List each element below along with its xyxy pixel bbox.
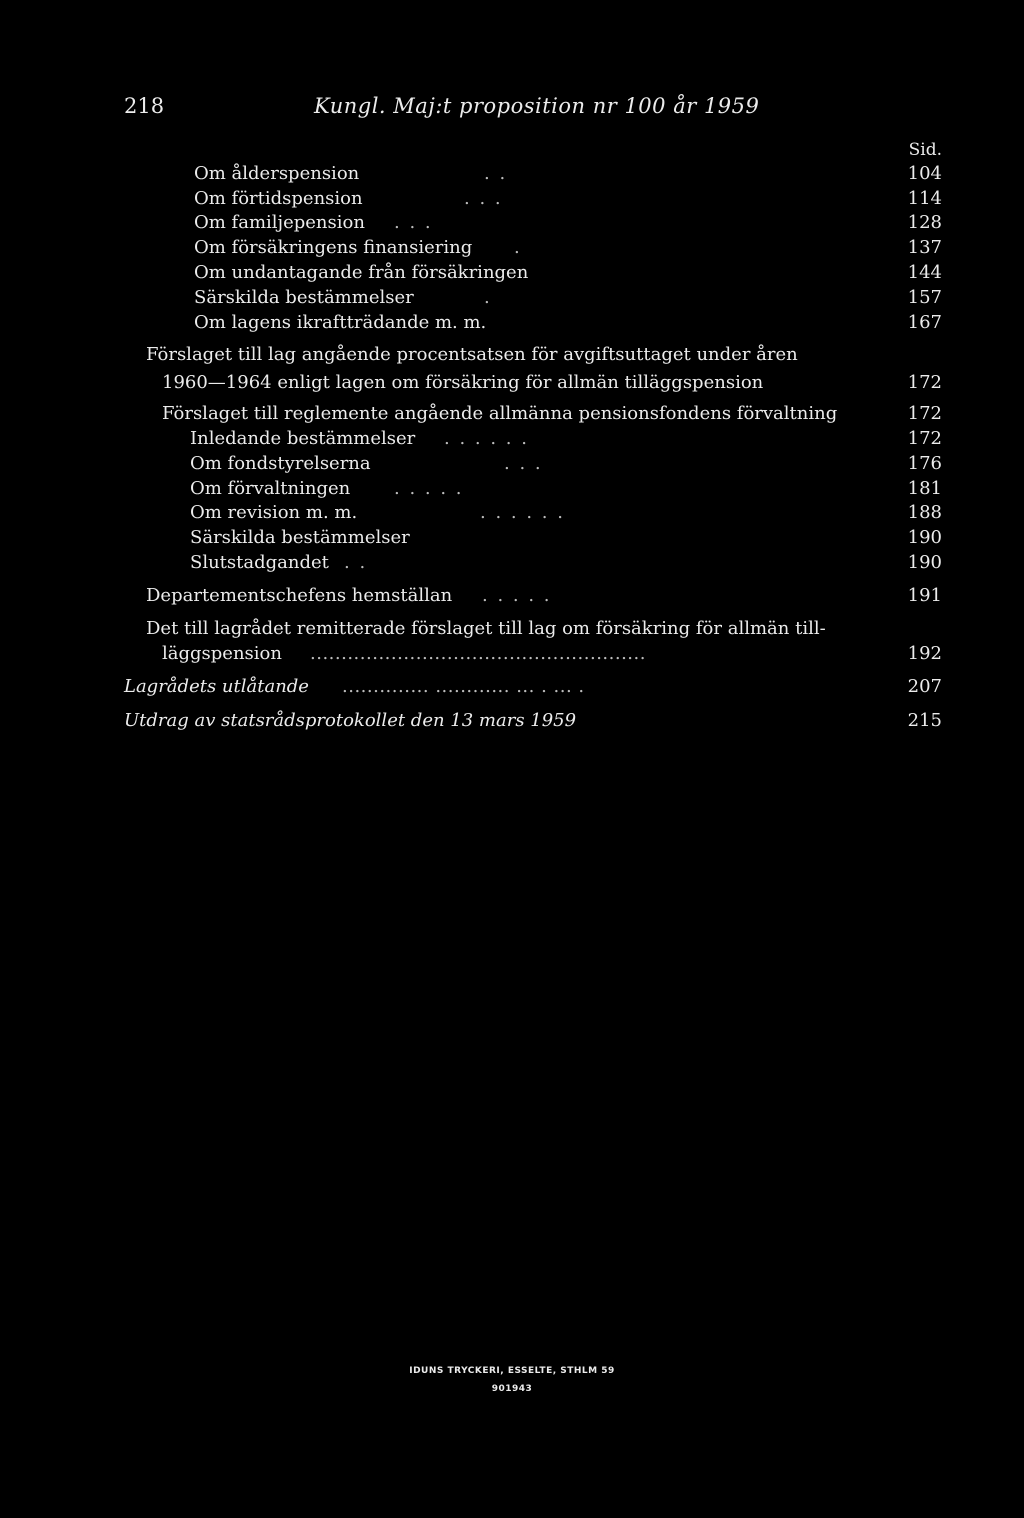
toc-row [194,163,942,187]
toc-text: Förslaget till reglemente angående allmänna pensionsfondens förvaltning [162,403,838,424]
toc-row [124,552,942,576]
toc-row [146,344,942,368]
toc-text: Departementschefens hemställan [146,585,453,606]
toc-row [162,643,942,667]
toc-text: Det till lagrådet remitterade förslaget till lag om försäkring för allmän till- [146,618,826,639]
toc-row [124,478,942,502]
toc-row [194,262,942,286]
toc-page: 128 [907,212,942,233]
toc-page: 114 [907,188,942,209]
toc-page: 167 [907,312,942,333]
toc-row [124,428,942,452]
toc-page: 207 [907,676,942,697]
toc-row [124,527,942,551]
toc-row [124,502,942,526]
toc-page: 104 [907,163,942,184]
toc-page: 192 [907,643,942,664]
sid-label: Sid. [908,140,942,160]
toc-text: Särskilda bestämmelser [194,287,414,308]
printer-imprint: IDUNS TRYCKERI, ESSELTE, STHLM 59 [409,1366,615,1376]
print-number: 901943 [491,1384,533,1394]
toc-text: Förslaget till lag angående procentsatsen för avgiftsuttaget under åren [146,344,798,365]
toc-row [124,710,942,734]
toc-text: Om förvaltningen [190,478,351,499]
toc-text: Om fondstyrelserna [190,453,371,474]
toc-row [194,287,942,311]
toc-text: Inledande bestämmelser [190,428,416,449]
toc-text: Om revision m. m. [190,502,358,523]
toc-page: 137 [907,237,942,258]
toc-leader: ...................................................... [310,643,646,664]
toc-text: Om lagens ikraftträdande m. m. [194,312,487,333]
toc-page: 172 [907,428,942,449]
toc-page: 188 [907,502,942,523]
toc-leader: . . . [464,188,503,209]
toc-text: Lagrådets utlåtande [124,676,309,697]
toc-text: Om ålderspension [194,163,360,184]
toc-leader: . . . . . . [444,428,529,449]
toc-row [124,453,942,477]
toc-leader: . . [344,552,368,573]
toc-leader: . . . [394,212,433,233]
toc-text: läggspension [162,643,282,664]
toc-text: Om familjepension [194,212,365,233]
toc-page: 191 [907,585,942,606]
toc-text: Om försäkringens finansiering [194,237,473,258]
toc-leader: . [484,287,492,308]
toc-leader: . . . . . [394,478,464,499]
toc-leader: . . . . . [482,585,552,606]
toc-text: Utdrag av statsrådsprotokollet den 13 mars 1959 [124,710,577,731]
toc-page: 176 [907,453,942,474]
toc-page: 144 [907,262,942,283]
toc-leader: . . . [504,453,543,474]
toc-row [146,372,942,396]
toc-text: Slutstadgandet [190,552,329,573]
running-title: Kungl. Maj:t proposition nr 100 år 1959 [314,94,760,118]
toc-row [124,676,942,700]
page-number: 218 [124,94,165,118]
toc-row [194,312,942,336]
toc-leader: .............. ............ ... . ... . [342,676,585,697]
toc-page: 181 [907,478,942,499]
toc-leader: . . . . . . [480,502,565,523]
toc-page: 190 [907,527,942,548]
toc-row [194,237,942,261]
toc-row [194,188,942,212]
toc-page: 172 [907,372,942,393]
toc-page: 172 [907,403,942,424]
toc-text: Särskilda bestämmelser [190,527,410,548]
toc-row [146,585,942,609]
toc-row [146,618,942,642]
toc-text: Om förtidspension [194,188,363,209]
toc-row [194,212,942,236]
toc-row [124,403,942,427]
toc-page: 215 [907,710,942,731]
toc-leader: . [514,237,522,258]
toc-text: 1960—1964 enligt lagen om försäkring för allmän tilläggspension [162,372,764,393]
toc-page: 157 [907,287,942,308]
toc-leader: . . [484,163,508,184]
toc-text: Om undantagande från försäkringen [194,262,529,283]
toc-page: 190 [907,552,942,573]
